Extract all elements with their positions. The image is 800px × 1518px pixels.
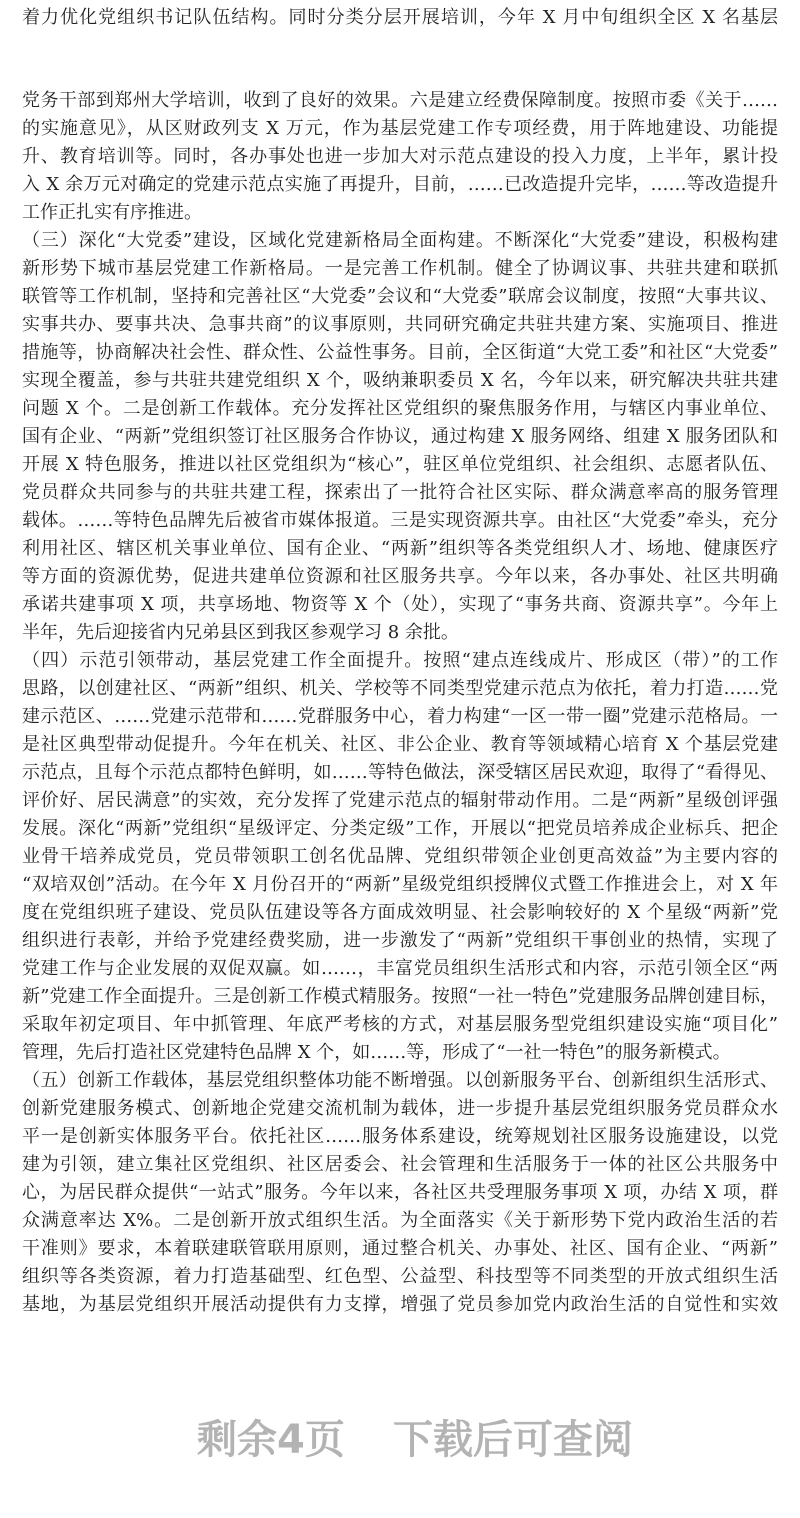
text-line: 的实施意见》，从区财政列支 X 万元，作为基层党建工作专项经费，用于阵地建设、功能提: [22, 118, 778, 139]
text-line: 联管等工作机制，坚持和完善社区“大党委”会议和“大党委”联席会议制度，按照“大事共议、: [22, 286, 778, 307]
text-line: 党建工作与企业发展的双促双赢。如……，丰富党员组织生活形式和内容，示范引领全区“两: [22, 958, 778, 979]
text-line: 基地，为基层党组织开展活动提供有力支撑，增强了党员参加党内政治生活的自觉性和实效: [22, 1294, 778, 1315]
text-line: 党务干部到郑州大学培训，收到了良好的效果。六是建立经费保障制度。按照市委《关于……: [22, 90, 778, 111]
text-line: （四）示范引领带动，基层党建工作全面提升。按照“建点连线成片、形成区（带）”的工作: [22, 650, 778, 671]
text-line: 心，为居民群众提供“一站式”服务。今年以来，各社区共受理服务事项 X 项，办结 X 项，群: [22, 1182, 778, 1203]
text-line: 工作正扎实有序推进。: [22, 202, 202, 223]
text-line: 新形势下城市基层党建工作新格局。一是完善工作机制。健全了协调议事、共驻共建和联抓: [22, 258, 778, 279]
previous-page-fragment: [22, 4, 778, 32]
text-line: 平一是创新实体服务平台。依托社区……服务体系建设，统筹规划社区服务设施建设，以党: [22, 1126, 778, 1147]
text-line: 措施等，协商解决社会性、群众性、公益性事务。目前，全区街道“大党工委”和社区“大党委”: [22, 342, 778, 363]
remaining-pages-label: 剩余4页: [197, 1417, 345, 1463]
paragraph: [22, 227, 778, 647]
text-line: “双培双创”活动。在今年 X 月份召开的“两新”星级党组织授牌仪式暨工作推进会上，对 X 年: [22, 874, 778, 895]
text-line: 国有企业、“两新”党组织签订社区服务合作协议，通过构建 X 服务网络、组建 X 服务团队和: [22, 426, 778, 447]
text-line: 升、教育培训等。同时，各办事处也进一步加大对示范点建设的投入力度，上半年，累计投: [22, 146, 778, 167]
text-line: 管理，先后打造社区党建特色品牌 X 个，如……等，形成了“一社一特色”的服务新模式。: [22, 1042, 731, 1063]
text-line: （五）创新工作载体，基层党组织整体功能不断增强。以创新服务平台、创新组织生活形式、: [22, 1070, 778, 1091]
text-line: 问题 X 个。二是创新工作载体。充分发挥社区党组织的聚焦服务作用，与辖区内事业单位、: [22, 398, 778, 419]
text-line: 新”党建工作全面提升。三是创新工作模式精服务。按照“一社一特色”党建服务品牌创建目标，: [22, 986, 778, 1007]
text-line: 承诺共建事项 X 项，共享场地、物资等 X 个（处），实现了“事务共商、资源共享”。今年上: [22, 594, 778, 615]
document-body: [22, 87, 778, 1319]
text-line: 思路，以创建社区、“两新”组织、机关、学校等不同类型党建示范点为依托，着力打造……党: [22, 678, 778, 699]
text-line: 是社区典型带动促提升。今年在机关、社区、非公企业、教育等领域精心培育 X 个基层党建: [22, 734, 778, 755]
text-line: 组织进行表彰，并给予党建经费奖励，进一步激发了“两新”党组织干事创业的热情，实现了: [22, 930, 778, 951]
text-line: （三）深化“大党委”建设，区域化党建新格局全面构建。不断深化“大党委”建设，积极构建: [22, 230, 778, 251]
text-line: 发展。深化“两新”党组织“星级评定、分类定级”工作，开展以“把党员培养成企业标兵、把企: [22, 818, 778, 839]
download-hint-label: 下载后可查阅: [393, 1417, 633, 1463]
text-line: 载体。……等特色品牌先后被省市媒体报道。三是实现资源共享。由社区“大党委”牵头，充分: [22, 510, 778, 531]
text-line: 开展 X 特色服务，推进以社区党组织为“核心”，驻区单位党组织、社会组织、志愿者队伍、: [22, 454, 778, 475]
text-line: 组织等各类资源，着力打造基础型、红色型、公益型、科技型等不同类型的开放式组织生活: [22, 1266, 778, 1287]
paragraph: [22, 1067, 778, 1319]
text-line: 实事共办、要事共决、急事共商”的议事原则，共同研究确定共驻共建方案、实施项目、推进: [22, 314, 778, 335]
text-line: 实现全覆盖，参与共驻共建党组织 X 个，吸纳兼职委员 X 名，今年以来，研究解决共驻共建: [22, 370, 778, 391]
text-line: 党员群众共同参与的共驻共建工程，探索出了一批符合社区实际、群众满意率高的服务管理: [22, 482, 778, 503]
text-line: 建为引领，建立集社区党组织、社区居委会、社会管理和生活服务于一体的社区公共服务中: [22, 1154, 778, 1175]
text-line: 半年，先后迎接省内兄弟县区到我区参观学习 8 余批。: [22, 622, 459, 643]
text-line: 干准则》要求，本着联建联管联用原则，通过整合机关、办事处、社区、国有企业、“两新”: [22, 1238, 778, 1259]
text-line: 评价好、居民满意”的实效，充分发挥了党建示范点的辐射带动作用。二是“两新”星级创评强: [22, 790, 778, 811]
text-line: 着力优化党组织书记队伍结构。同时分类分层开展培训，今年 X 月中旬组织全区 X 名基层: [22, 7, 778, 28]
paragraph: [22, 647, 778, 1067]
paragraph: [22, 87, 778, 227]
text-line: 采取年初定项目、年中抓管理、年底严考核的方式，对基层服务型党组织建设实施“项目化”: [22, 1014, 778, 1035]
text-line: 众满意率达 X%。二是创新开放式组织生活。为全面落实《关于新形势下党内政治生活的若: [22, 1210, 778, 1231]
text-line: 创新党建服务模式、创新地企党建交流机制为载体，进一步提升基层党组织服务党员群众水: [22, 1098, 778, 1119]
text-line: 建示范区、……党建示范带和……党群服务中心，着力构建“一区一带一圈”党建示范格局。一: [22, 706, 778, 727]
text-line: 入 X 余万元对确定的党建示范点实施了再提升，目前，……已改造提升完毕，……等改造提升: [22, 174, 778, 195]
text-line: 利用社区、辖区机关事业单位、国有企业、“两新”组织等各类党组织人才、场地、健康医疗: [22, 538, 778, 559]
text-line: 度在党组织班子建设、党员队伍建设等各方面成效明显、社会影响较好的 X 个星级“两新”党: [22, 902, 778, 923]
text-line: 示范点，且每个示范点都特色鲜明，如……等特色做法，深受辖区居民欢迎，取得了“看得见、: [22, 762, 778, 783]
text-line: 等方面的资源优势，促进共建单位资源和社区服务共享。今年以来，各办事处、社区共明确: [22, 566, 778, 587]
text-line: 业骨干培养成党员，党员带领职工创名优品牌、党组织带领企业创更高效益”为主要内容的: [22, 846, 778, 867]
